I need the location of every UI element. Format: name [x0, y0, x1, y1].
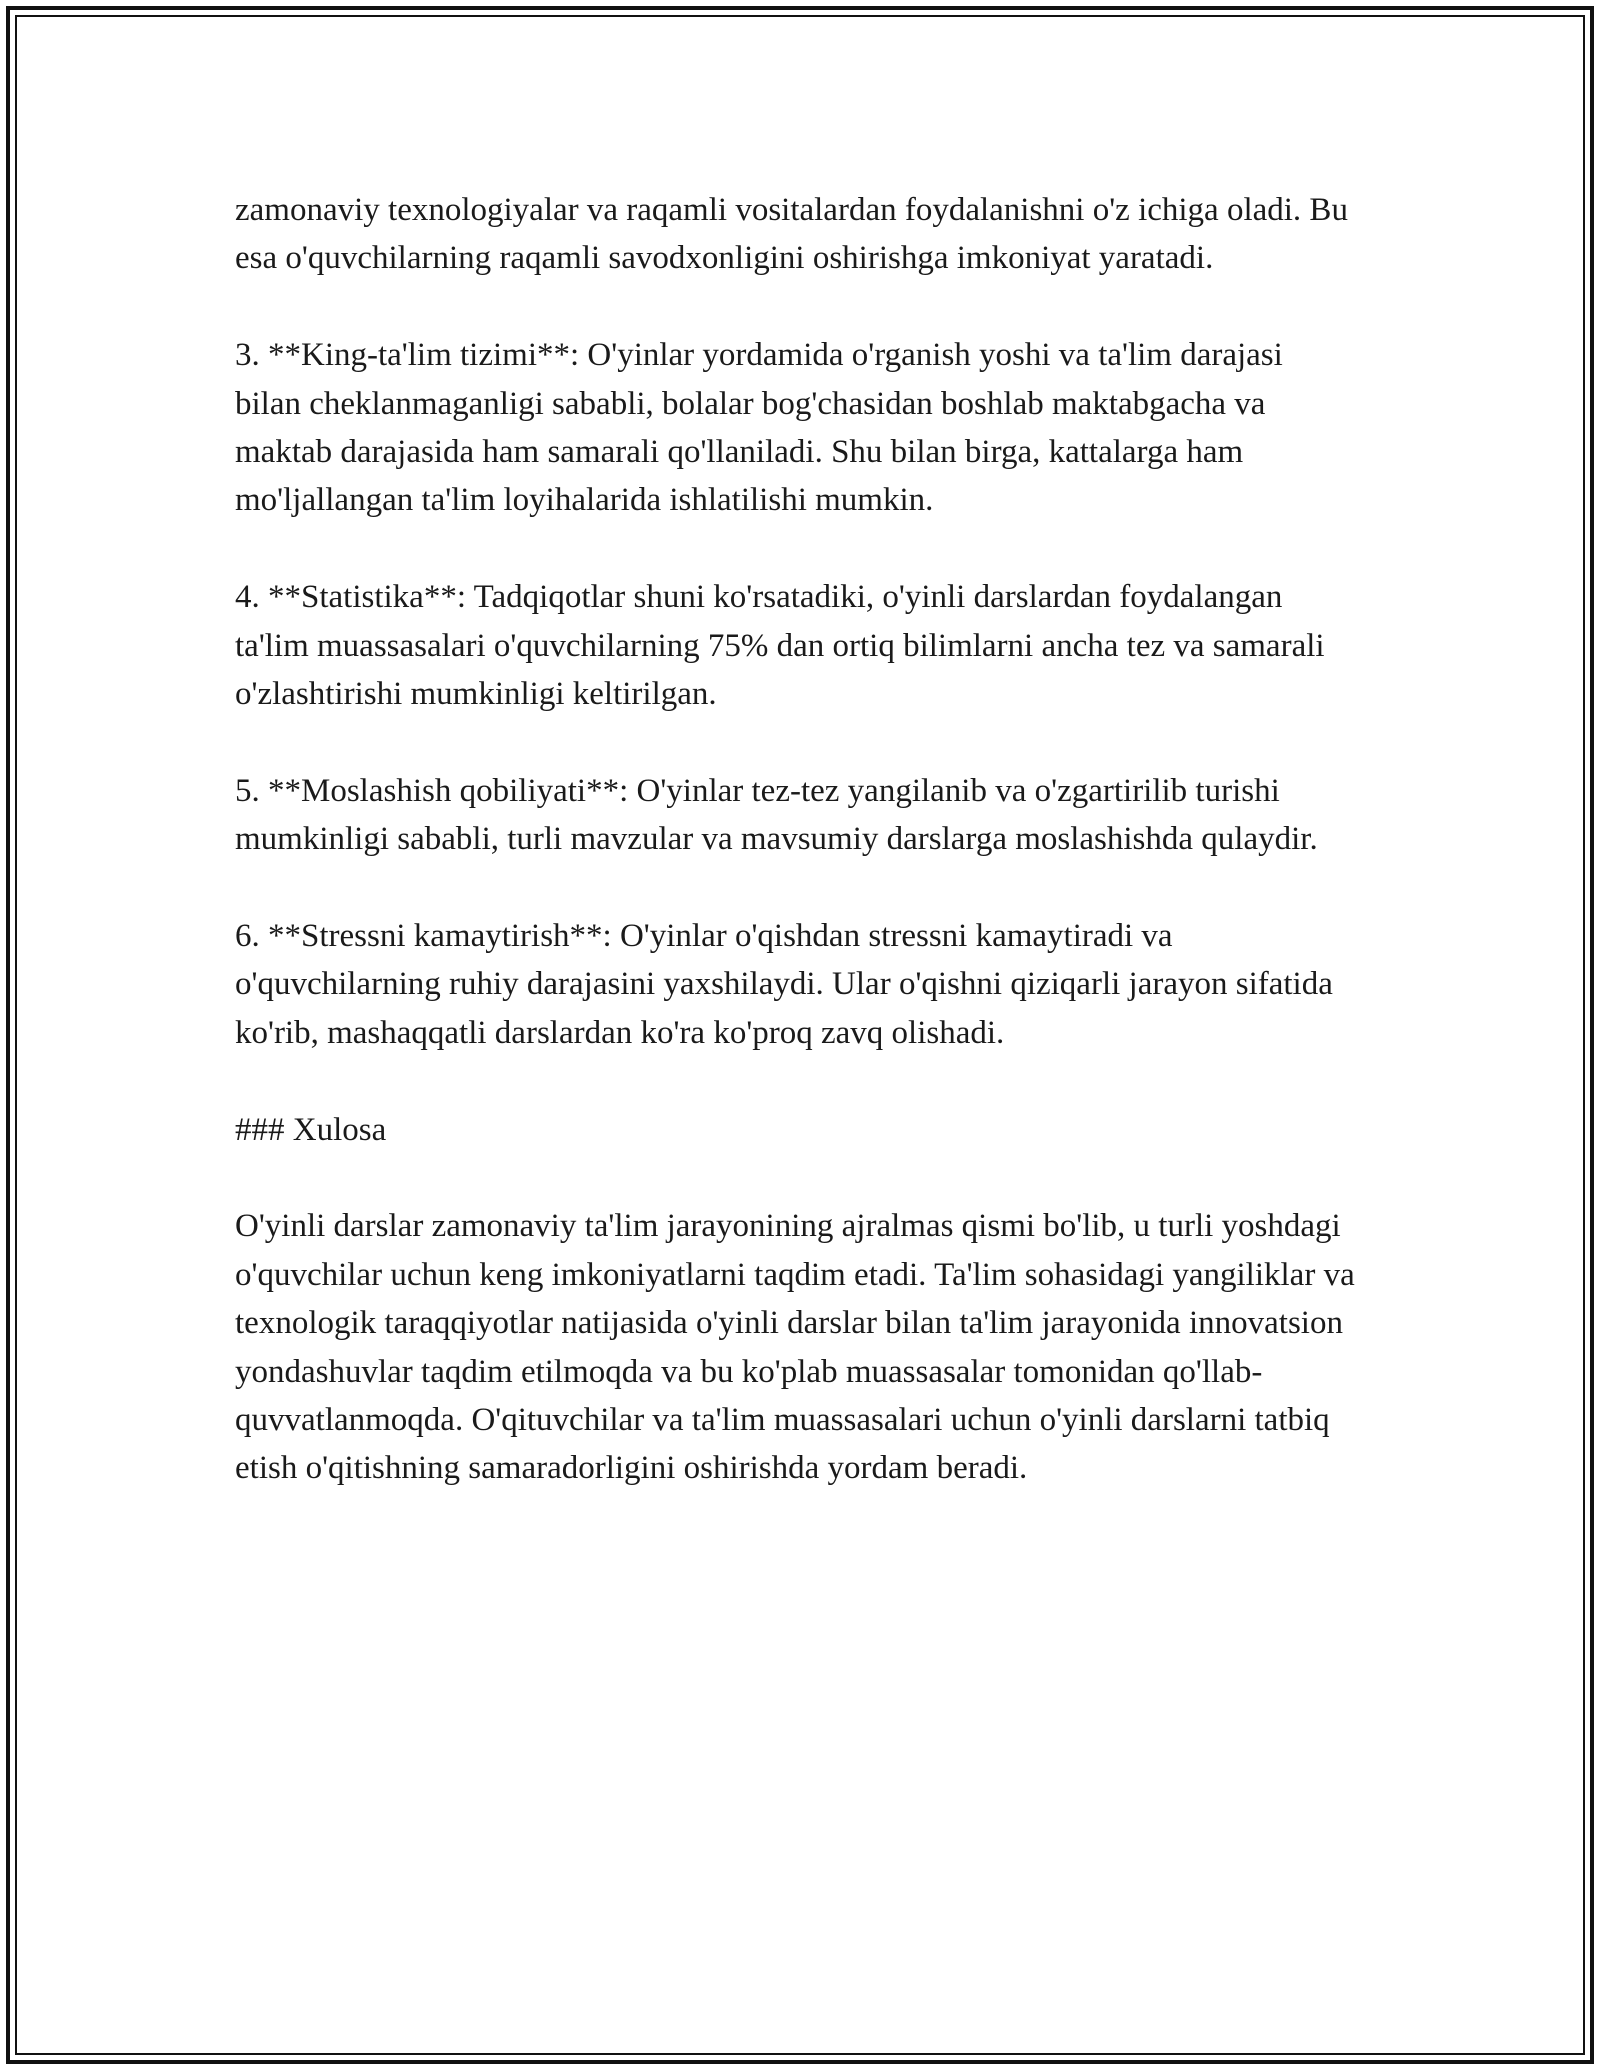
- conclusion-paragraph: O'yinli darslar zamonaviy ta'lim jarayonining ajralmas qismi bo'lib, u turli yoshdagi o'quvchilar uchun keng imkoniyatlarni taqdim etadi. Ta'lim sohasidagi yangiliklar va texnologik taraqqiyotlar natijasida o'yinli darslar bilan ta'lim jarayonida innovatsion yondashuvlar taqdim etilmoqda va bu ko'plab muassasalar tomonidan qo'llab-quvvatlanmoqda. O'qituvchilar va ta'lim muassasalari uchun o'yinli darslarni tatbiq etish o'qitishning samaradorligini oshirishda yordam beradi.: [235, 1208, 1355, 1487]
- list-item-5: 5. **Moslashish qobiliyati**: O'yinlar tez-tez yangilanib va o'zgartirilib turishi mumkinligi sababli, turli mavzular va mavsumiy darslarga moslashishda qulaydir.: [235, 772, 1318, 858]
- list-item-4: 4. **Statistika**: Tadqiqotlar shuni ko'rsatadiki, o'yinli darslardan foydalangan ta'lim muassasalari o'quvchilarning 75% dan ortiq bilimlarni ancha tez va samarali o'zlashtirishi mumkinligi keltirilgan.: [235, 579, 1325, 713]
- paragraph-continuation: zamonaviy texnologiyalar va raqamli vositalardan foydalanishni o'z ichiga oladi. Bu esa o'quvchilarning raqamli savodxonligini oshirishga imkoniyat yaratadi.: [235, 192, 1348, 277]
- document-body: [235, 186, 1355, 1493]
- section-heading: ### Xulosa: [235, 1111, 387, 1148]
- list-item-3: 3. **King-ta'lim tizimi**: O'yinlar yordamida o'rganish yoshi va ta'lim darajasi bilan cheklanmaganligi sababli, bolalar bog'chasidan boshlab maktabgacha va maktab darajasida ham samarali qo'llaniladi. Shu bilan birga, kattalarga ham mo'ljallangan ta'lim loyihalarida ishlatilishi mumkin.: [235, 337, 1283, 519]
- list-item-6: 6. **Stressni kamaytirish**: O'yinlar o'qishdan stressni kamaytiradi va o'quvchilarning ruhiy darajasini yaxshilaydi. Ular o'qishni qiziqarli jarayon sifatida ko'rib, mashaqqatli darslardan ko'ra ko'proq zavq olishadi.: [235, 918, 1333, 1051]
